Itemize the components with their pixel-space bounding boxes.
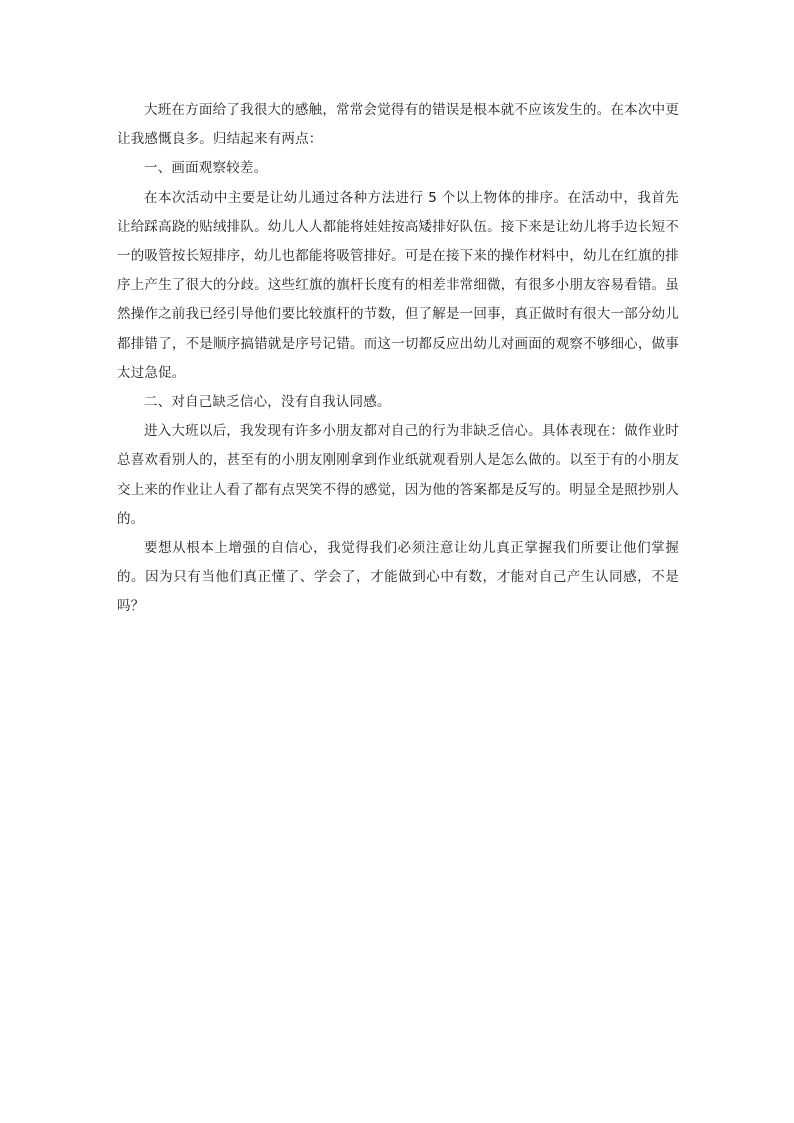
heading-section-1: 一、画面观察较差。 [144,160,268,177]
paragraph-intro: 大班在方面给了我很大的感触，常常会觉得有的错误是根本就不应该发生的。在本次中更让我感慨良多。归结起来有两点： [117,102,679,148]
paragraph-conclusion: 要想从根本上增强的自信心，我觉得我们必须注意让幼儿真正掌握我们所要让他们掌握的。因为只有当他们真正懂了、学会了，才能做到心中有数，才能对自己产生认同感，不是吗？ [117,540,679,615]
paragraph-section-1: 在本次活动中主要是让幼儿通过各种方法进行 5 个以上物体的排序。在活动中，我首先让给踩高跷的贴绒排队。幼儿人人都能将娃娃按高矮排好队伍。接下来是让幼儿将手边长短不一的吸管按长短排序，幼儿也都能将吸管排好。可是在接下来的操作材料中，幼儿在红旗的排序上产生了很大的分歧。这些红旗的旗杆长度有的相差非常细微，有很多小朋友容易看错。虽然操作之前我已经引导他们要比较旗杆的节数，但了解是一回事，真正做时有很大一部分幼儿都排错了，不是顺序搞错就是序号记错。而这一切都反应出幼儿对画面的观察不够细心，做事太过急促。 [117,189,679,381]
paragraph-section-2: 进入大班以后，我发现有许多小朋友都对自己的行为非缺乏信心。具体表现在：做作业时总喜欢看别人的，甚至有的小朋友刚刚拿到作业纸就观看别人是怎么做的。以至于有的小朋友交上来的作业让人看了都有点哭笑不得的感觉，因为他的答案都是反写的。明显全是照抄别人的。 [117,423,679,527]
heading-section-2: 二、对自己缺乏信心，没有自我认同感。 [144,394,391,411]
document-body [117,96,679,622]
